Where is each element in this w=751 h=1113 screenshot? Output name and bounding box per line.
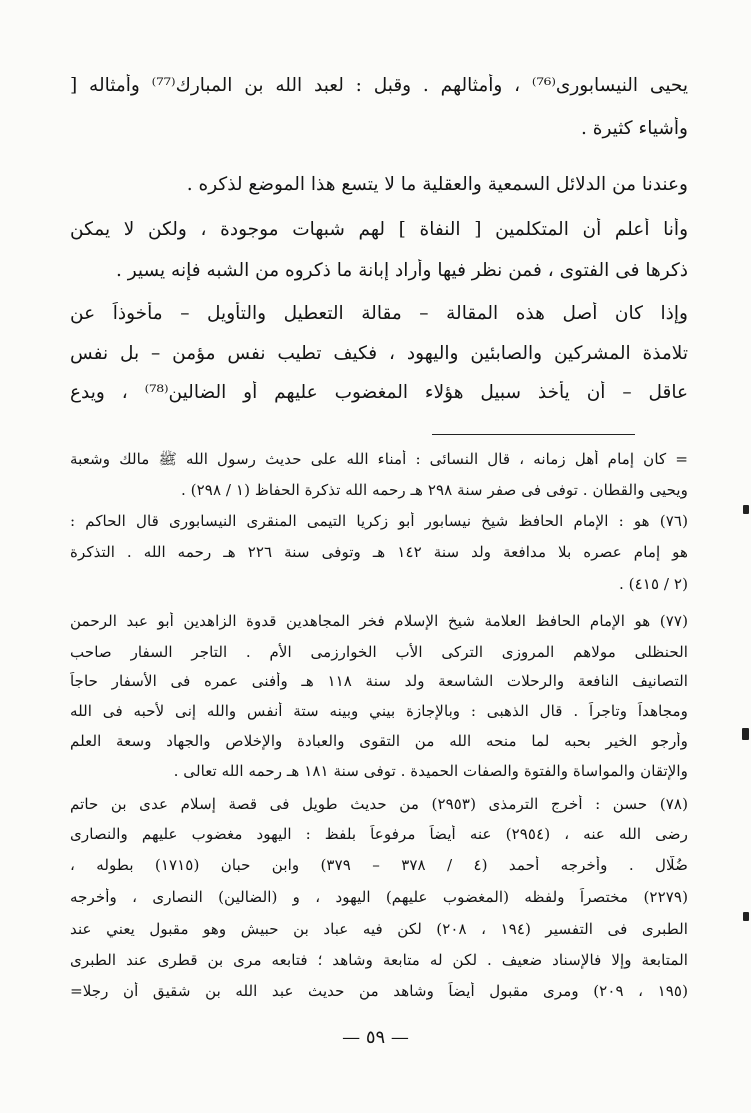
scan-mark <box>742 728 749 740</box>
main-line-5: ذكرها فى الفتوى ، فمن نظر فيها وأراد إبانة ما ذكروه من الشبه فإنه يسير . <box>115 260 688 281</box>
footnote-76: (٧٦) هو : الإمام الحافظ شيخ نيسابور أبو زكريا التيمى المنقرى النيسابورى قال الحاكم : <box>70 512 688 530</box>
footnote-line: (٢ / ٤١٥) . <box>619 575 688 593</box>
main-line-4: وأنا أعلم أن المتكلمين [ النفاة ] لهم شبهات موجودة ، ولكن لا يمكن <box>70 219 688 240</box>
footnote-line: التصانيف النافعة والرحلات الشاسعة ولد سنة ١١٨ هـ وأفنى عمره فى الأسفار حاجاً <box>70 672 688 690</box>
footnote-line: وأرجو الخير بحبه لما منحه الله من التقوى والعبادة والإخلاص والجهاد وسعة العلم <box>70 732 688 750</box>
main-line-6: وإذا كان أصل هذه المقالة – مقالة التعطيل والتأويل – مأخوذاً عن <box>70 303 688 324</box>
footnote-line: هو إمام عصره بلا مدافعة ولد سنة ١٤٢ هـ وتوفى سنة ٢٢٦ هـ رحمه الله . التذكرة <box>70 543 688 561</box>
footnote-line: ضُلّال . وأخرجه أحمد (٤ / ٣٧٨ – ٣٧٩) وابن حبان (١٧١٥) بطوله ، <box>70 856 688 874</box>
main-line-3: وعندنا من الدلائل السمعية والعقلية ما لا يتسع هذا الموضع لذكره . <box>186 174 688 195</box>
main-line-1: يحيى النيسابورى⁽⁷⁶⁾ ، وأمثالهم . وقبل : لعبد الله بن المبارك⁽⁷⁷⁾ وأمثاله [ <box>70 75 688 96</box>
footnote-separator <box>432 434 635 435</box>
footnote-line: والإتقان والمواساة والفتوة والصفات الحميدة . توفى سنة ١٨١ هـ رحمه الله تعالى . <box>173 762 688 780</box>
page-number: — ٥٩ — <box>342 1027 409 1048</box>
footnote-line: = كان إمام أهل زمانه ، قال النسائى : أمناء الله على حديث رسول الله ﷺ مالك وشعبة <box>70 450 688 468</box>
scan-mark <box>743 912 749 921</box>
footnote-77: (٧٧) هو الإمام الحافظ العلامة شيخ الإسلام فخر المجاهدين قدوة الزاهدين أبو عبد الرحمن <box>70 612 688 630</box>
footnote-line: ويحيى والقطان . توفى فى صفر سنة ٢٩٨ هـ رحمه الله تذكرة الحفاظ (١ / ٢٩٨) . <box>181 481 688 499</box>
footnote-line: ومجاهداً وتاجراً . قال الذهبى : وبالإجازة بيني وبينه ستة أنفس والله إنى لأحبه فى الله <box>70 702 688 720</box>
footnote-line: (١٩٥ ، ٢٠٩) ومرى مقبول أيضاً وشاهد من حديث عبد الله بن شقيق أن رجلا= <box>70 982 688 1000</box>
main-line-8: عاقل – أن يأخذ سبيل هؤلاء المغضوب عليهم أو الضالين⁽⁷⁸⁾ ، ويدع <box>70 382 688 403</box>
scan-mark <box>743 505 749 514</box>
footnote-line: (٢٢٧٩) مختصراً ولفظه (المغضوب عليهم) اليهود ، و (الضالين) النصارى ، وأخرجه <box>70 888 688 906</box>
main-line-7: تلامذة المشركين والصابئين واليهود ، فكيف تطيب نفس مؤمن – بل نفس <box>70 343 688 364</box>
main-line-2: وأشياء كثيرة . <box>580 118 688 139</box>
footnote-line: المتابعة وإلا فالإسناد ضعيف . لكن له متابعة وشاهد ؛ فتابعه مرى بن قطرى عند الطبرى <box>70 951 688 969</box>
footnote-line: رضى الله عنه ، (٢٩٥٤) عنه أيضاً مرفوعاً بلفظ : اليهود مغضوب عليهم والنصارى <box>70 825 688 843</box>
footnote-78: (٧٨) حسن : أخرج الترمذى (٢٩٥٣) من حديث طويل فى قصة إسلام عدى بن حاتم <box>70 795 688 813</box>
footnote-line: الطبرى فى التفسير (١٩٤ ، ٢٠٨) لكن فيه عباد بن حبيش وهو مقبول يعني عند <box>70 920 688 938</box>
footnote-line: الحنظلى مولاهم المروزى التركى الأب الخوارزمى الأم . التاجر السفار صاحب <box>70 643 688 661</box>
